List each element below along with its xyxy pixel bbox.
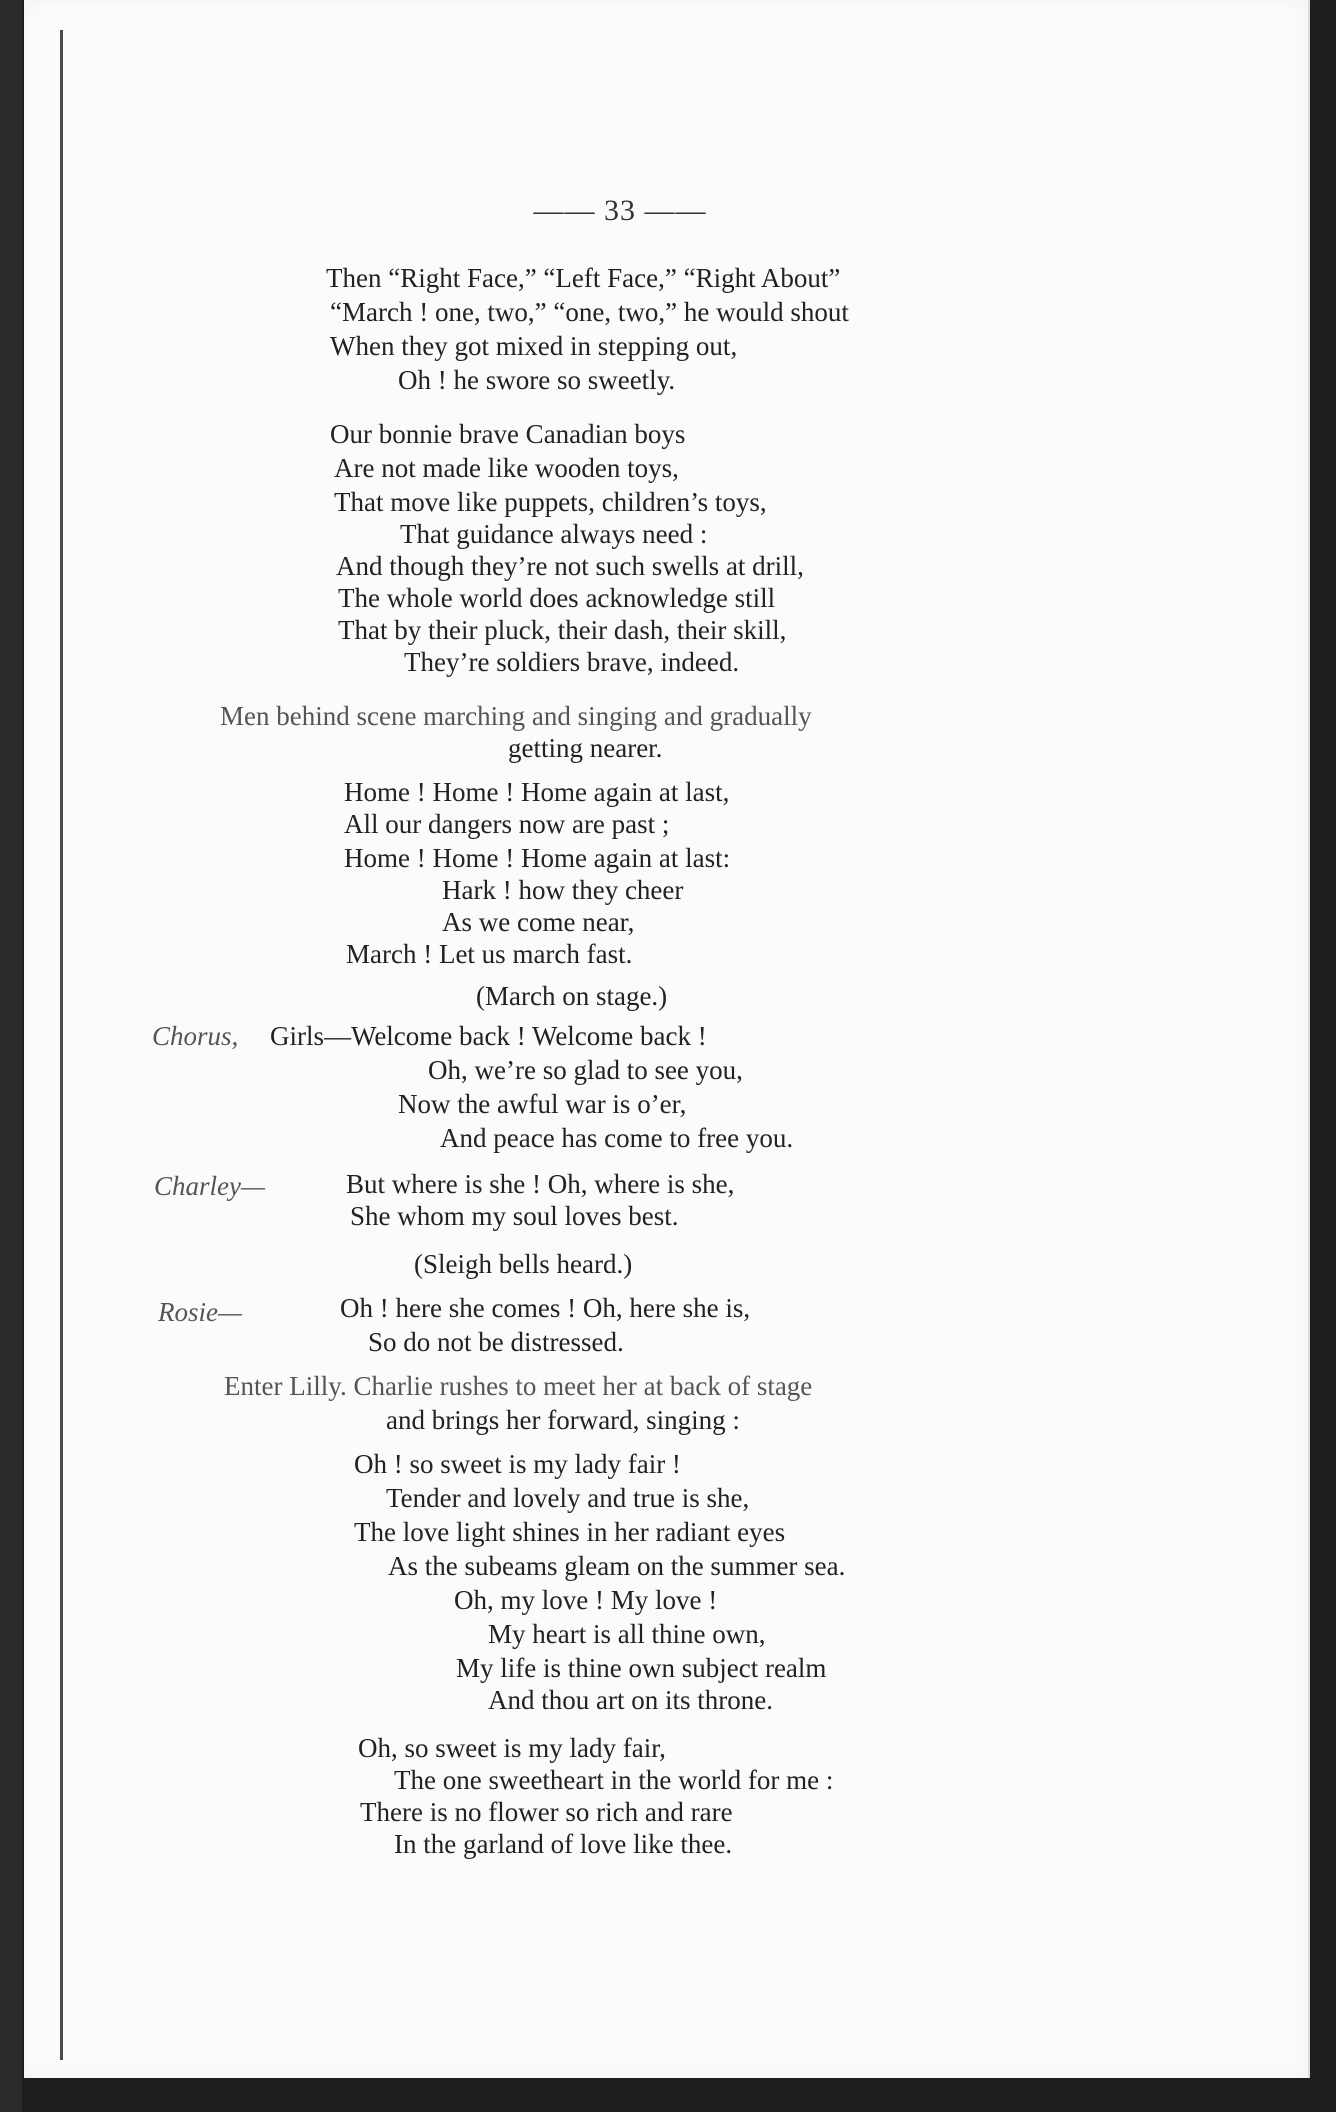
verse-line: But where is she ! Oh, where is she, xyxy=(346,1169,735,1199)
verse-line: That guidance always need : xyxy=(400,519,708,549)
verse-line: Are not made like wooden toys, xyxy=(334,453,679,483)
verse-line: They’re soldiers brave, indeed. xyxy=(404,647,740,677)
verse-line: And thou art on its throne. xyxy=(488,1685,773,1715)
speaker-name: Charley— xyxy=(154,1171,265,1201)
verse-line: So do not be distressed. xyxy=(368,1327,624,1357)
stage-direction: (Sleigh bells heard.) xyxy=(414,1249,633,1279)
page-number: —— 33 —— xyxy=(533,194,707,227)
speaker-name: Rosie— xyxy=(158,1297,242,1327)
stage-direction: Enter Lilly. Charlie rushes to meet her at back of stage xyxy=(224,1371,813,1401)
stage-direction: getting nearer. xyxy=(508,733,663,763)
page-spine-line xyxy=(60,30,63,2060)
verse-line: In the garland of love like thee. xyxy=(394,1829,733,1859)
verse-line: Oh ! here she comes ! Oh, here she is, xyxy=(340,1293,751,1323)
stage-direction: (March on stage.) xyxy=(476,981,668,1011)
verse-line: Our bonnie brave Canadian boys xyxy=(330,419,686,449)
verse-line: Home ! Home ! Home again at last, xyxy=(344,777,730,807)
speaker-name: Chorus, xyxy=(152,1021,239,1051)
verse-line: Oh, so sweet is my lady fair, xyxy=(358,1733,666,1763)
verse-line: Girls—Welcome back ! Welcome back ! xyxy=(270,1021,707,1051)
verse-line: As the subeams gleam on the summer sea. xyxy=(388,1551,846,1581)
verse-line: Oh ! so sweet is my lady fair ! xyxy=(354,1449,681,1479)
stage-direction: and brings her forward, singing : xyxy=(386,1405,740,1435)
verse-line: All our dangers now are past ; xyxy=(344,809,670,839)
verse-line: Hark ! how they cheer xyxy=(442,875,684,905)
verse-line: There is no flower so rich and rare xyxy=(360,1797,733,1827)
verse-line: Oh, my love ! My love ! xyxy=(454,1585,718,1615)
verse-line: That by their pluck, their dash, their skill, xyxy=(338,615,787,645)
verse-line: Home ! Home ! Home again at last: xyxy=(344,843,731,873)
verse-line: “March ! one, two,” “one, two,” he would shout xyxy=(330,297,849,327)
verse-line: Tender and lovely and true is she, xyxy=(386,1483,750,1513)
verse-line: Oh ! he swore so sweetly. xyxy=(398,365,676,395)
verse-line: My life is thine own subject realm xyxy=(456,1653,827,1683)
book-page xyxy=(24,0,1310,2078)
stage-direction: Men behind scene marching and singing and gradually xyxy=(220,701,812,731)
verse-line: Oh, we’re so glad to see you, xyxy=(428,1055,743,1085)
verse-line: When they got mixed in stepping out, xyxy=(330,331,738,361)
verse-line: The whole world does acknowledge still xyxy=(338,583,776,613)
verse-line: And though they’re not such swells at drill, xyxy=(336,551,804,581)
verse-line: March ! Let us march fast. xyxy=(346,939,633,969)
verse-line: Then “Right Face,” “Left Face,” “Right About” xyxy=(326,263,841,293)
verse-line: She whom my soul loves best. xyxy=(350,1201,679,1231)
verse-line: That move like puppets, children’s toys, xyxy=(334,487,767,517)
verse-line: Now the awful war is o’er, xyxy=(398,1089,687,1119)
verse-line: And peace has come to free you. xyxy=(440,1123,794,1153)
verse-line: My heart is all thine own, xyxy=(488,1619,766,1649)
scan-left-edge xyxy=(0,0,22,2112)
verse-line: The one sweetheart in the world for me : xyxy=(394,1765,834,1795)
verse-line: The love light shines in her radiant eyes xyxy=(354,1517,786,1547)
verse-line: As we come near, xyxy=(442,907,635,937)
